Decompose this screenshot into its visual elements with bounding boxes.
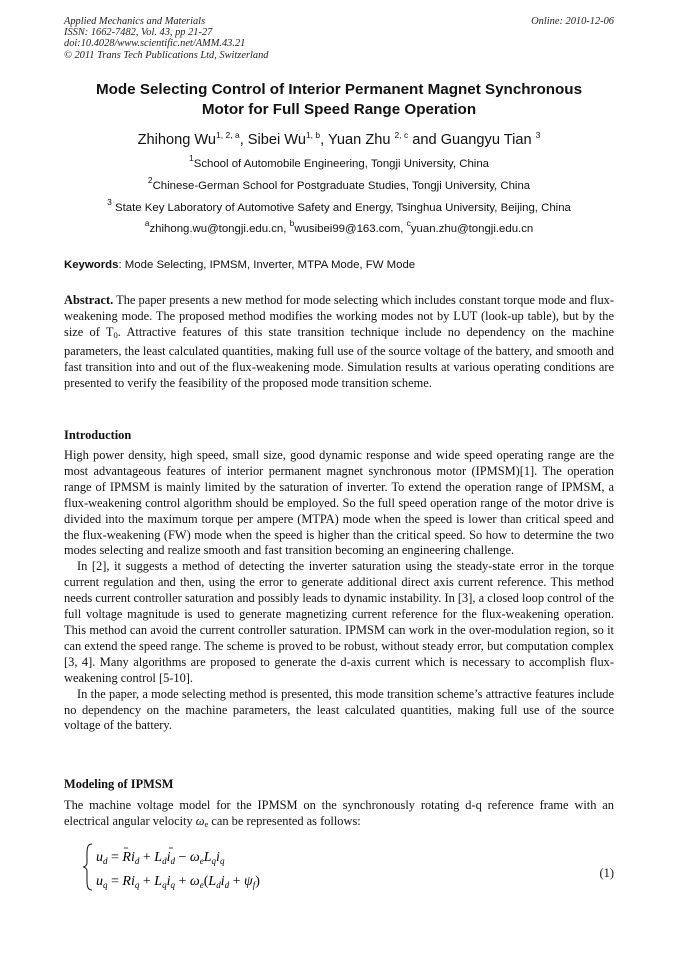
abstract-text: . Attractive features of this state transition technique include no dependency on the machine parameters, the least calculated quantities, making full use of the source voltage of the battery, and smooth and fast transition into and out of the flux-weakening mode. Simulation results at various operating conditions are presented to verify the feasibility of the proposed mode transition scheme.: [64, 324, 614, 390]
introduction-body: [64, 448, 614, 734]
abstract-label: Abstract.: [64, 293, 114, 307]
author-sup: 2, c: [394, 130, 409, 140]
author-separator: and: [408, 132, 441, 148]
equation-number: (1): [599, 866, 614, 880]
journal-header: [64, 16, 268, 61]
keywords-text: : Mode Selecting, IPMSM, Inverter, MTPA Mode, FW Mode: [118, 259, 416, 271]
title-line-2: Motor for Full Speed Range Operation: [201, 101, 477, 118]
affiliation-text: State Key Laboratory of Automotive Safety and Energy, Tsinghua University, Beijing, China: [111, 202, 571, 214]
email-address: zhihong.wu@tongji.edu.cn,: [149, 223, 290, 235]
equation-line-2: $u_q = Ri_q + L_qi_q + \omega_e(L_di_d + \psi_f)$: [96, 874, 260, 890]
author-sup: 1, b: [305, 130, 321, 140]
author-name: Sibei Wu: [247, 132, 306, 148]
section-heading: Introduction: [64, 428, 132, 442]
section-heading: Modeling of IPMSM: [64, 777, 174, 791]
omega-subscript: e: [204, 818, 209, 829]
issn-line: ISSN: 1662-7482, Vol. 43, pp 21-27: [64, 27, 213, 39]
affiliation-text: Chinese-German School for Postgraduate Studies, Tongji University, China: [152, 180, 531, 192]
affiliation-3: [64, 197, 614, 215]
journal-name: Applied Mechanics and Materials: [64, 16, 206, 27]
paragraph: In the paper, a mode selecting method is presented, this mode transition scheme’s attractive features include no dependency on the machine parameters, the least calculated quantities, making full use of the source voltage of the battery.: [64, 686, 614, 733]
equation-line-1: $u_d = Ri_d + L_di_d - \omega_eL_qi_q$: [96, 850, 225, 866]
doi-line: doi:10.4028/www.scientific.net/AMM.43.21: [64, 38, 246, 50]
email-sup: c: [406, 218, 411, 228]
affiliation-text: School of Automobile Engineering, Tongji University, China: [193, 158, 489, 170]
email-sup: a: [144, 218, 150, 228]
affiliation-1: [64, 153, 614, 171]
paragraph-text: can be represented as follows:: [208, 813, 361, 828]
keywords: [64, 258, 415, 272]
email-sup: b: [289, 218, 295, 228]
modeling-body: [64, 798, 614, 833]
affiliation-sup: 3: [107, 197, 112, 207]
online-date: Online: 2010-12-06: [531, 16, 614, 27]
affiliation-2: [64, 175, 614, 193]
author-name: Yuan Zhu: [327, 132, 395, 148]
paragraph: [64, 798, 614, 833]
paragraph-text: The machine voltage model for the IPMSM on the synchronously rotating d-q reference frame with an electrical angular velocity: [64, 798, 614, 828]
affiliation-sup: 2: [147, 175, 153, 185]
paper-title: [64, 80, 614, 120]
equation-brace: [83, 844, 92, 890]
title-line-1: Mode Selecting Control of Interior Permanent Magnet Synchronous: [95, 81, 583, 98]
author-sup: 1, 2, a: [216, 130, 240, 140]
paragraph: In [2], it suggests a method of detecting the inverter saturation using the steady-state error in the torque current regulation and then, using the error to generate additional direct axis current reference. This method needs current controller saturation and possibly leads to dynamic instability. In [3], a closed loop control of the full voltage magnitude is used to generate magnetizing current reference for the flux-weakening operation. This method can avoid the current controller saturation. IPMSM can work in the over-modulation region, so it can extend the speed range. The scheme is proved to be robust, without steady error, but computation complex [3, 4]. Many algorithms are proposed to generate the d-axis current which is necessary to accomplish flux-weakening control [5-10].: [64, 559, 614, 685]
paragraph: High power density, high speed, small size, good dynamic response and wide speed operating range are the most advantageous features of interior permanent magnet synchronous motor (IPMSM)[1]. The operation range of IPMSM is mainly limited by the saturation of inverter. To extend the operation range of IPMSM, a flux-weakening control algorithm should be employed. So the full speed operation range of the motor drive is divided into the maximum torque per ampere (MTPA) mode when the speed is lower than critical speed and the flux-weakening (FW) mode when the speed is higher than the critical speed. So how to determine the two modes selecting and realize smooth and fast transition becoming an engineering challenge.: [64, 448, 614, 558]
abstract: [64, 293, 614, 391]
abstract-text: The paper presents a new method for mode selecting which includes constant torque mode and flux-weakening mode. The proposed method modifies the working modes not by LUT (look-up table), but by the size of T: [64, 293, 614, 339]
author-sup: 3: [535, 130, 541, 140]
author-list: [64, 131, 614, 150]
author-name: Zhihong Wu: [137, 132, 217, 148]
omega-symbol: ω: [195, 813, 205, 828]
equation-1: [82, 841, 342, 893]
copyright-line: © 2011 Trans Tech Publications Ltd, Switzerland: [64, 49, 269, 61]
email-address: yuan.zhu@tongji.edu.cn: [410, 223, 534, 235]
abstract-subscript: 0: [113, 329, 118, 340]
email-line: [64, 218, 614, 236]
affiliation-sup: 1: [188, 153, 194, 163]
author-separator: ,: [239, 132, 248, 148]
email-address: wusibei99@163.com,: [294, 223, 407, 235]
author-separator: ,: [320, 132, 328, 148]
keywords-label: Keywords: [64, 259, 119, 271]
author-name: Guangyu Tian: [440, 132, 536, 148]
